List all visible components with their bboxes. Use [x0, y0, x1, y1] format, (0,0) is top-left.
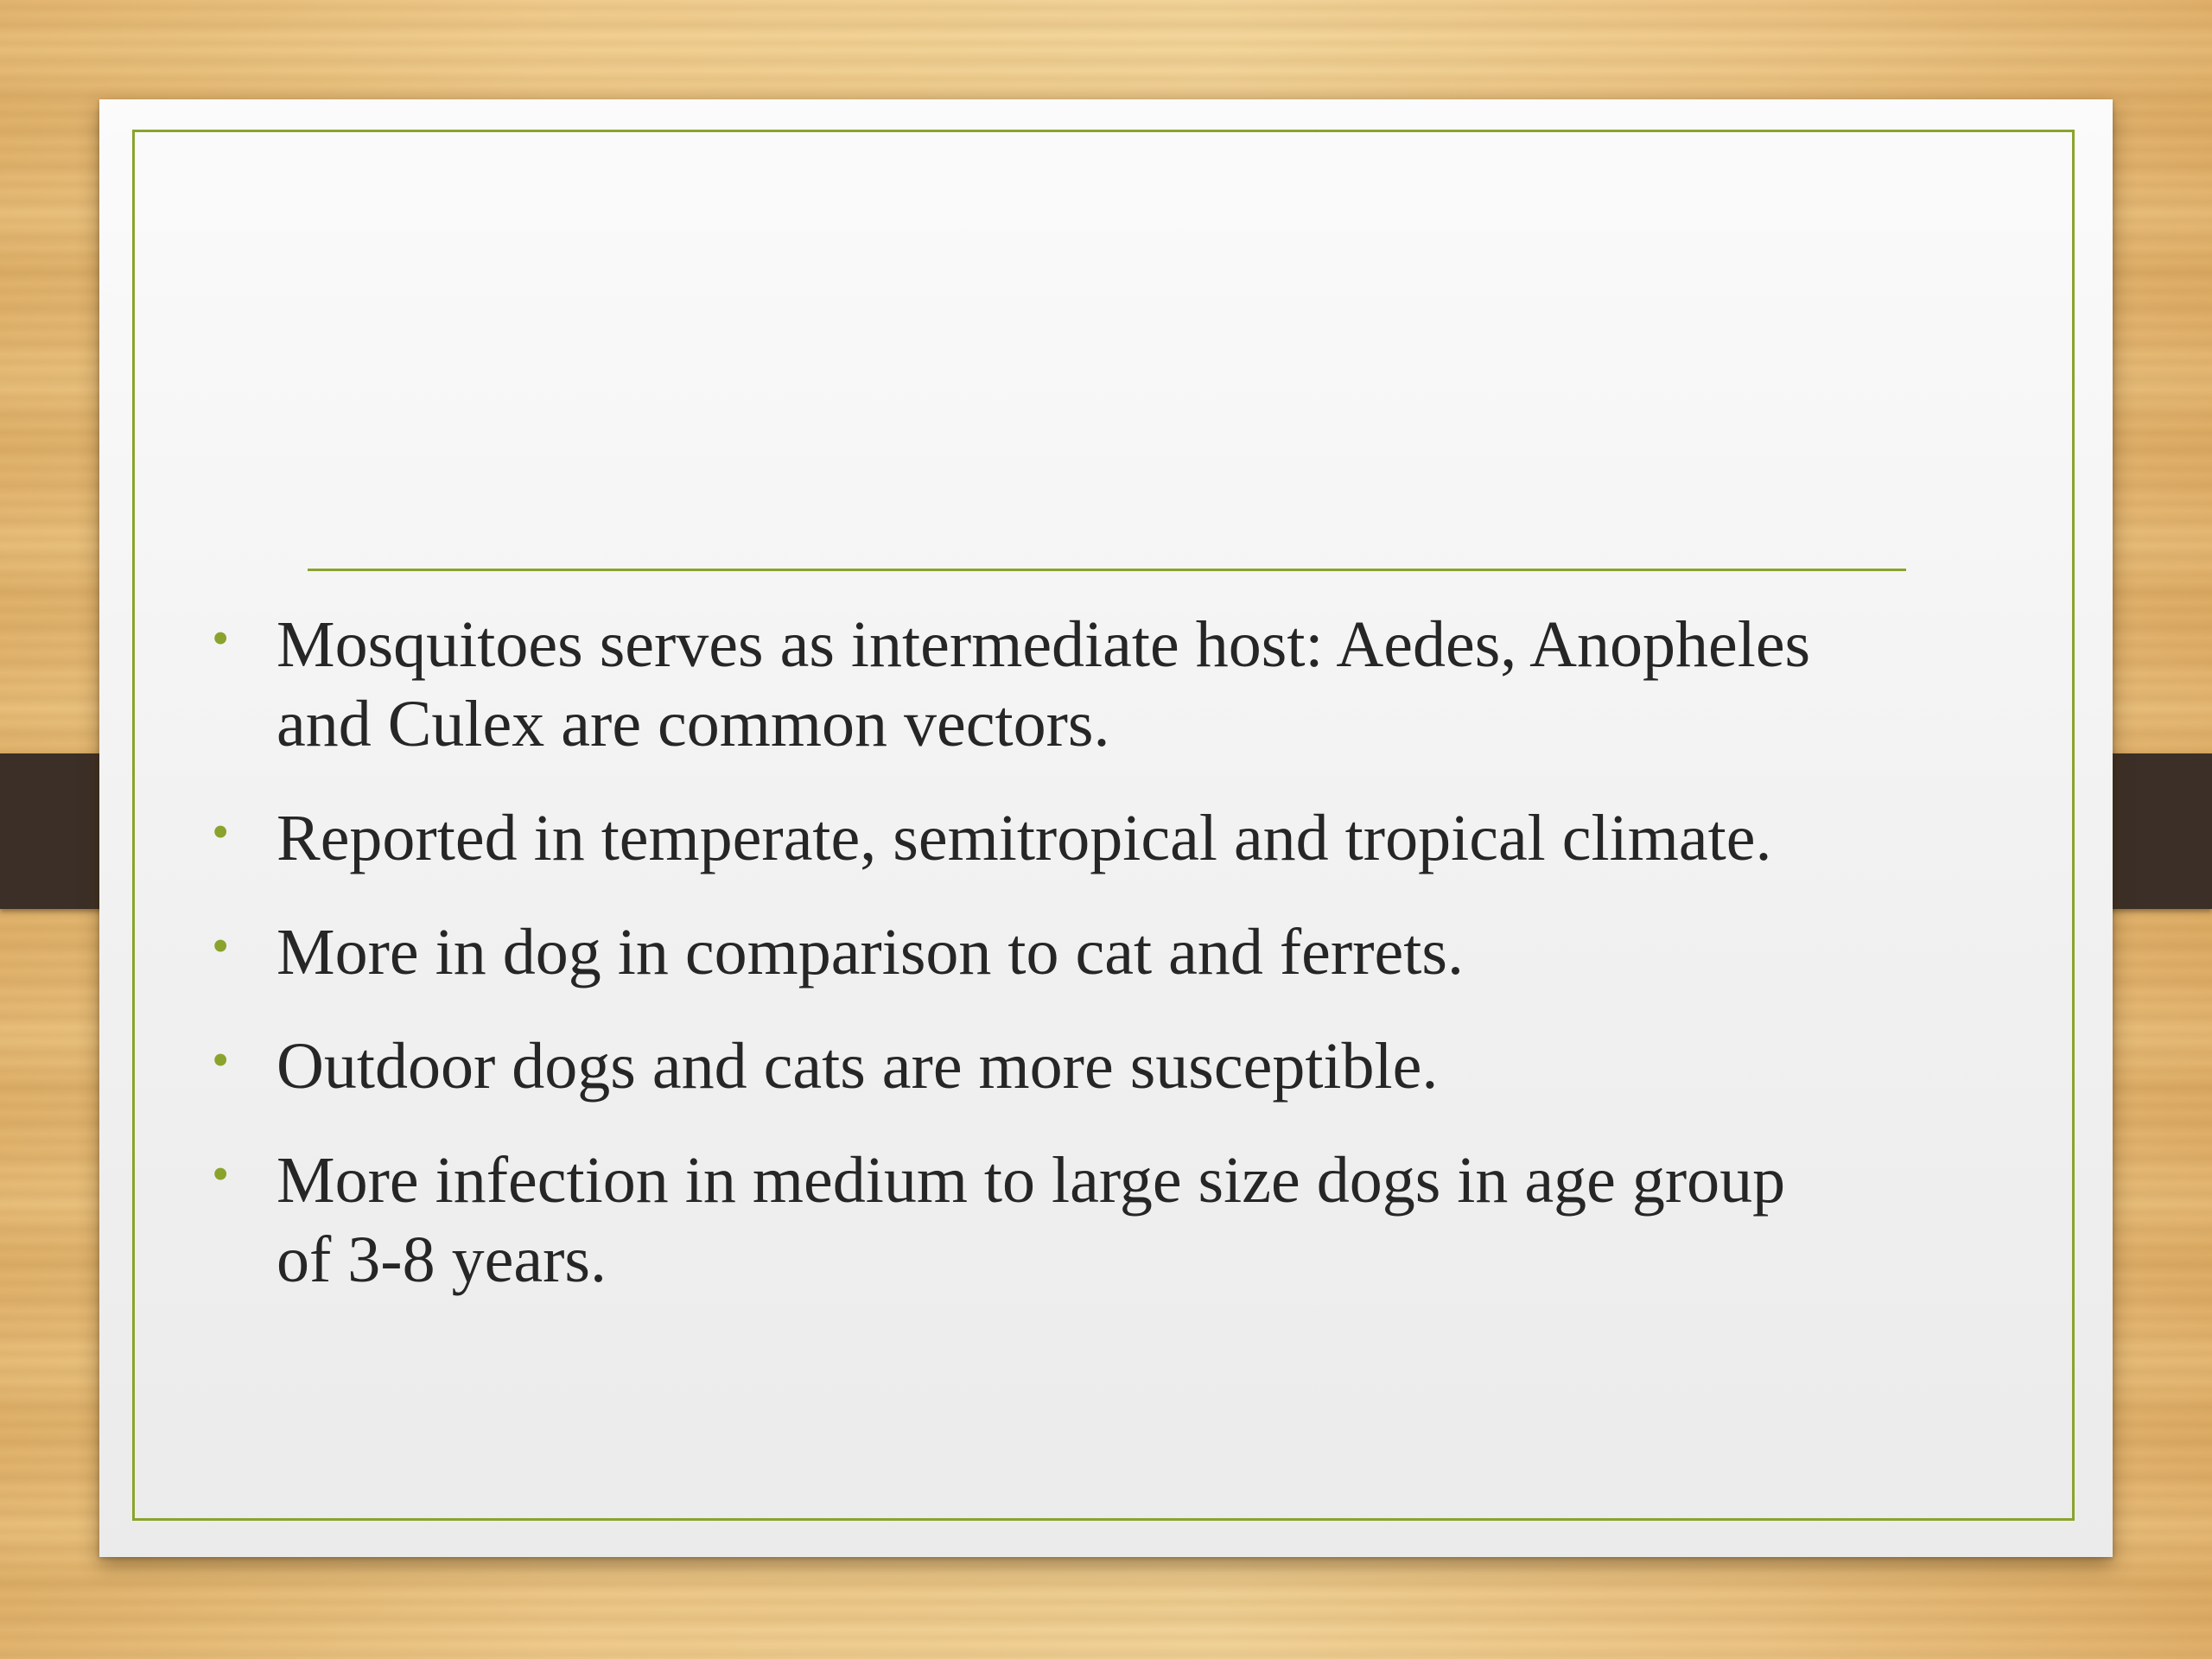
- bullet-item: [207, 1141, 1823, 1300]
- bullet-icon: •: [212, 918, 230, 974]
- bullet-text: Outdoor dogs and cats are more susceptible.: [276, 1030, 1439, 1103]
- bullet-icon: •: [212, 610, 230, 666]
- bullet-list: [207, 605, 1823, 1334]
- bullet-text: Reported in temperate, semitropical and tropical climate.: [276, 802, 1772, 874]
- bullet-icon: •: [212, 1146, 230, 1202]
- bullet-text: More infection in medium to large size dogs in age group of 3-8 years.: [276, 1144, 1786, 1296]
- bullet-text: Mosquitoes serves as intermediate host: Aedes, Anopheles and Culex are common vectors.: [276, 608, 1811, 760]
- bullet-icon: •: [212, 804, 230, 860]
- bullet-text: More in dog in comparison to cat and ferrets.: [276, 916, 1464, 988]
- bullet-item: [207, 798, 1823, 878]
- bullet-item: [207, 605, 1823, 764]
- bullet-icon: •: [212, 1032, 230, 1088]
- title-divider: [308, 569, 1906, 571]
- bullet-item: [207, 1027, 1823, 1106]
- bullet-item: [207, 912, 1823, 992]
